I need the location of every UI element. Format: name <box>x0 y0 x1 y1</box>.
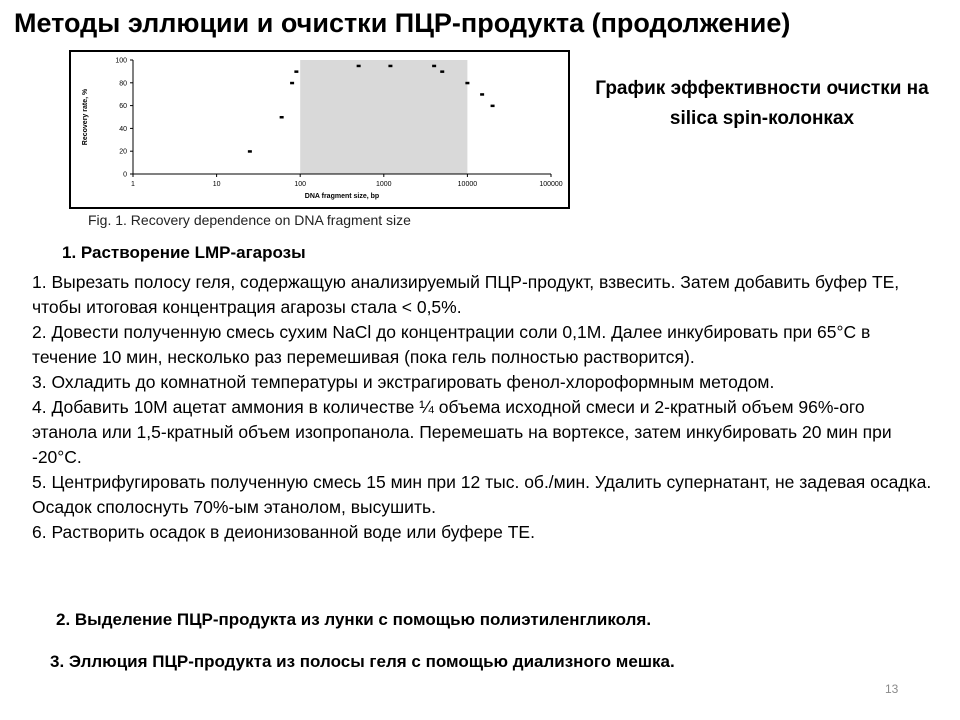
step-item: 3. Охладить до комнатной температуры и экстрагировать фенол-хлороформным методом. <box>32 372 775 392</box>
data-point <box>480 93 484 96</box>
data-point <box>388 65 392 68</box>
y-tick-label: 40 <box>119 125 127 133</box>
y-tick-label: 20 <box>119 148 127 156</box>
step-item: 4. Добавить 10М ацетат аммония в количестве ¼ объема исходной смеси и 2-кратный объем 96%-ого этанола или 1,5-кратный объем изопропанола. Перемешать на вортексе, затем инкубировать 20 мин при -20°С. <box>32 397 892 467</box>
step-item: 6. Растворить осадок в деионизованной воде или буфере ТЕ. <box>32 522 535 542</box>
x-ticks <box>131 174 563 188</box>
data-point <box>440 70 444 73</box>
x-tick-label: 10000 <box>457 181 478 188</box>
chart-description: График эффективности очистки на silica spin-колонках <box>595 78 929 129</box>
y-axis-label: Recovery rate, % <box>82 88 89 146</box>
recovery-chart-svg <box>71 52 568 207</box>
y-tick-label: 100 <box>115 57 127 65</box>
slide-title: Методы эллюции и очистки ПЦР-продукта (продолжение) <box>14 8 791 38</box>
page-number: 13 <box>885 682 899 696</box>
step-list <box>32 270 932 545</box>
data-point <box>357 65 361 68</box>
x-tick-label: 100000 <box>539 181 563 188</box>
shaded-range <box>300 60 467 174</box>
data-point <box>248 150 252 153</box>
section1-title: 1. Растворение LMP-агарозы <box>62 243 306 262</box>
data-point <box>290 82 294 85</box>
y-ticks <box>115 58 133 179</box>
section2-title: 2. Выделение ПЦР-продукта из лунки с помощью полиэтиленгликоля. <box>56 610 652 629</box>
x-axis-label: DNA fragment size, bp <box>304 193 380 200</box>
x-tick-label: 1000 <box>376 181 392 188</box>
step-item: 1. Вырезать полосу геля, содержащую анализируемый ПЦР-продукт, взвесить. Затем добавить буфер ТЕ, чтобы итоговая концентрация агарозы стала < 0,5%. <box>32 272 900 317</box>
x-tick-label: 100 <box>294 181 307 188</box>
y-tick-label: 80 <box>119 80 127 88</box>
figure-caption: Fig. 1. Recovery dependence on DNA fragment size <box>88 212 411 228</box>
x-tick-label: 10 <box>212 181 221 188</box>
y-tick-label: 60 <box>119 103 127 111</box>
data-point <box>280 116 284 119</box>
section3-title: 3. Эллюция ПЦР-продукта из полосы геля с помощью диализного мешка. <box>50 652 675 671</box>
x-tick-label: 1 <box>131 181 135 188</box>
data-point <box>432 65 436 68</box>
step-item: 2. Довести полученную смесь сухим NaCl до концентрации соли 0,1М. Далее инкубировать при 65°С в течение 10 мин, несколько раз перемешивая (пока гель полностью растворится). <box>32 322 871 367</box>
step-item: 5. Центрифугировать полученную смесь 15 мин при 12 тыс. об./мин. Удалить супернатант, не задевая осадка. Осадок сполоснуть 70%-ым этанолом, высушить. <box>32 472 932 517</box>
data-point <box>465 82 469 85</box>
recovery-chart <box>69 50 570 209</box>
data-point <box>491 105 495 108</box>
y-tick-label: 0 <box>123 171 127 179</box>
data-point <box>294 70 298 73</box>
